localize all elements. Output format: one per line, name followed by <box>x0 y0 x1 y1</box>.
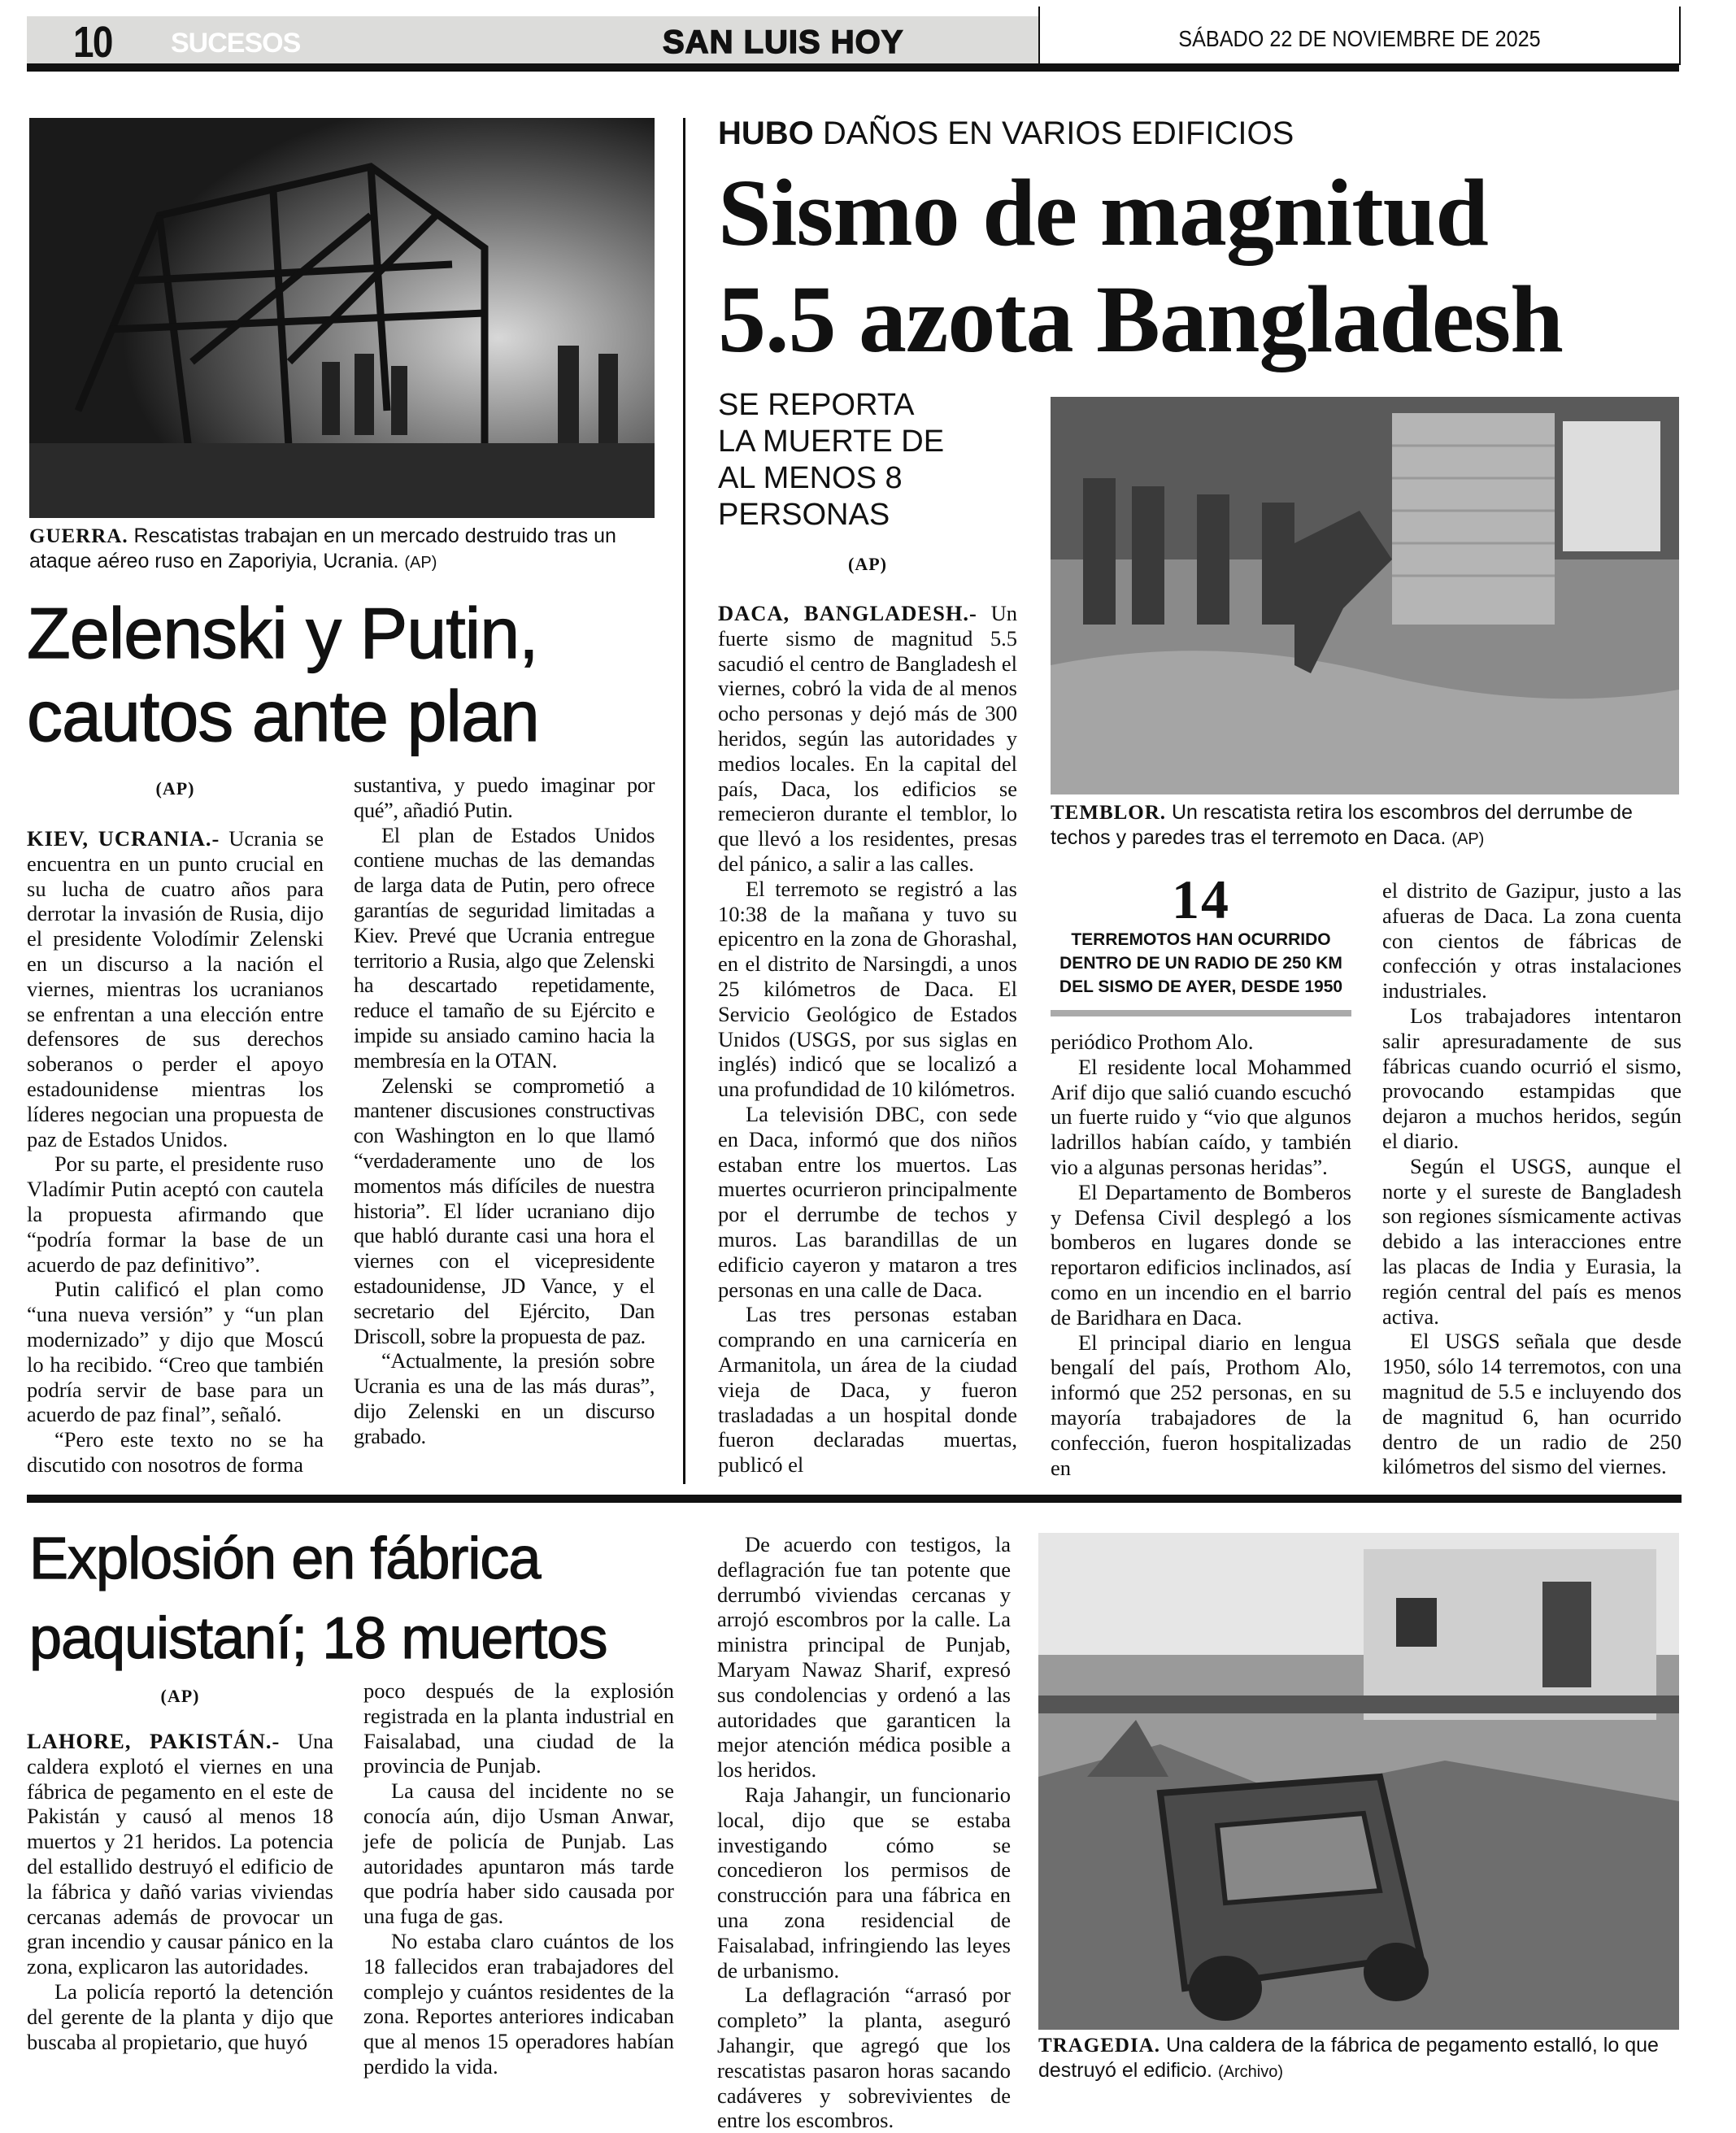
section-name: SUCESOS <box>171 28 301 59</box>
caption-credit: (AP) <box>404 554 437 572</box>
news-agency-credit: (AP) <box>848 554 887 574</box>
article-column <box>27 826 324 1478</box>
caption-label: TEMBLOR. <box>1051 802 1167 824</box>
paragraph: Por su parte, el presidente ruso Vladímir Putin aceptó con cautela la propuesta afirmando que “podría formar la base de un acuerdo de paz definitivo”. <box>27 1151 324 1277</box>
caption-credit: (Archivo) <box>1217 2063 1283 2081</box>
stat-line: DENTRO DE UN RADIO DE 250 KM <box>1059 954 1342 973</box>
paragraph: Según el USGS, aunque el norte y el sureste de Bangladesh son regiones sísmicamente activas debido a las interacciones entre las placas de India y Eurasia, la región central del país es menos activa. <box>1382 1153 1682 1329</box>
header-rule <box>27 63 1679 72</box>
paragraph: El terremoto se registró a las 10:38 de la mañana y tuvo su epicentro en la zona de Ghorashal, en el distrito de Narsingdi, a unos 25 kilómetros de Daca. El Servicio Geológico de Estados Unidos (USGS, por sus siglas en inglés) indicó que se localizó a una profundidad de 10 kilómetros. <box>718 876 1017 1102</box>
paragraph: el distrito de Gazipur, justo a las afueras de Daca. La zona cuenta con cientos de fábricas de confección y otras instalaciones industriales. <box>1382 878 1682 1003</box>
paragraph: Las tres personas estaban comprando en una carnicería en Armanitola, un área de la ciudad vieja de Daca, y fueron trasladadas a un hospital donde fueron declaradas muertas, publicó el <box>718 1302 1017 1478</box>
article-column <box>1051 1029 1351 1480</box>
kicker-bold: HUBO <box>718 115 814 151</box>
news-agency-credit: (AP) <box>160 1686 200 1706</box>
article-column <box>718 601 1017 1478</box>
paragraph: La causa del incidente no se conocía aún, dijo Usman Anwar, jefe de policía de Punjab. Las autoridades apuntaron más tarde que podría haber sido causada por una fuga de gas. <box>363 1778 674 1929</box>
headline-line: Sismo de magnitud <box>718 159 1488 266</box>
paragraph: Los trabajadores intentaron salir apresuradamente de sus fábricas cuando ocurrió el sismo, provocando estampidas que dejaron a muchos heridos, según el diario. <box>1382 1003 1682 1153</box>
subhead-line: AL MENOS 8 <box>718 461 903 495</box>
paragraph: El plan de Estados Unidos contiene muchas de las demandas de larga data de Putin, pero ofrece garantías de seguridad limitadas a Kiev. Prevé que Ucrania entregue territorio a Rusia, algo que Zelenski ha descartado repetidamente, reduce el tamaño de su Ejército e impide su ansiado camino hacia la membresía en la OTAN. <box>354 822 655 1073</box>
caption-label: TRAGEDIA. <box>1038 2035 1160 2057</box>
caption-text: Un rescatista retira los escombros del derrumbe de techos y paredes tras el terremoto en Daca. <box>1051 801 1633 849</box>
article-column <box>354 773 655 1449</box>
article-column <box>1382 878 1682 1479</box>
caption-credit: (AP) <box>1451 830 1485 848</box>
headline-line: Explosión en fábrica <box>29 1526 541 1591</box>
paragraph: poco después de la explosión registrada en la planta industrial en Faisalabad, una ciudad de la provincia de Punjab. <box>363 1678 674 1778</box>
paragraph: El residente local Mohammed Arif dijo que salió cuando escuchó un fuerte ruido y “vio que algunos ladrillos habían caído, y también vio a algunas personas heridas”. <box>1051 1054 1351 1179</box>
page-number: 10 <box>73 18 112 67</box>
stat-number: 14 <box>1172 868 1230 930</box>
dateline: KIEV, UCRANIA.- <box>27 826 220 851</box>
kicker-text: DAÑOS EN VARIOS EDIFICIOS <box>822 115 1294 151</box>
section-rule <box>27 1495 1682 1503</box>
subhead-line: LA MUERTE DE <box>718 424 945 459</box>
kicker <box>718 111 1294 156</box>
paragraph: La televisión DBC, con sede en Daca, informó que dos niños estaban entre los muertos. Las muertes ocurrieron principalmente por el derrumbe de techos y muros. Las barandillas de un edificio cayeron y mataron a tres personas en una calle de Daca. <box>718 1101 1017 1302</box>
newspaper-name: SAN LUIS HOY <box>663 24 904 60</box>
stat-box <box>1051 868 1351 1016</box>
dateline: DACA, BANGLADESH.- <box>718 601 977 625</box>
paragraph: sustantiva, y puedo imaginar por qué”, añadió Putin. <box>354 773 655 822</box>
paragraph: Zelenski se comprometió a mantener discusiones constructivas con Washington en lo que llamó “verdaderamente uno de los momentos más difíciles de nuestra historia”. El líder ucraniano dijo que habló durante casi una hora el viernes con el vicepresidente estadounidense, JD Vance, y el secretario del Ejército, Dan Driscoll, sobre la propuesta de paz. <box>354 1073 655 1348</box>
paragraph: Putin calificó el plan como “una nueva versión” y “un plan modernizado” y dijo que Moscú lo ha recibido. “Creo que también podría servir de base para un acuerdo de paz final”, señaló. <box>27 1277 324 1427</box>
stat-divider <box>1051 1010 1351 1016</box>
headline <box>29 1519 696 1678</box>
photo-caption <box>1051 800 1693 852</box>
headline <box>27 592 677 758</box>
war-rescue-photo-icon <box>29 118 655 518</box>
headline <box>718 159 1694 372</box>
caption-text: Rescatistas trabajan en un mercado destruido tras un ataque aéreo ruso en Zaporiyia, Ucrania. <box>29 525 616 572</box>
paragraph <box>27 1729 333 1979</box>
issue-date: SÁBADO 22 DE NOVIEMBRE DE 2025 <box>1178 26 1541 51</box>
headline-line: cautos ante plan <box>27 676 539 756</box>
stat-text <box>1051 928 1351 999</box>
headline-line: Zelenski y Putin, <box>27 593 538 673</box>
headline-line: 5.5 azota Bangladesh <box>718 266 1563 372</box>
factory-explosion-photo-icon <box>1038 1533 1679 2030</box>
paragraph <box>718 601 1017 877</box>
stat-line: DEL SISMO DE AYER, DESDE 1950 <box>1059 977 1343 996</box>
caption-label: GUERRA. <box>29 525 128 547</box>
article-column <box>27 1729 333 2054</box>
photo-caption <box>1038 2033 1689 2085</box>
paragraph: El Departamento de Bomberos y Defensa Civil desplegó a los bomberos en lugares donde se reportaron edificios inclinados, así como en un incendio en el barrio de Baridhara en Daca. <box>1051 1179 1351 1330</box>
subhead-line: PERSONAS <box>718 498 890 532</box>
stat-line: TERREMOTOS HAN OCURRIDO <box>1071 930 1331 949</box>
dateline: LAHORE, PAKISTÁN.- <box>27 1729 281 1753</box>
paragraph-text: Un fuerte sismo de magnitud 5.5 sacudió el centro de Bangladesh el viernes, cobró la vida de al menos ocho personas y dejó más de 300 heridos, según las autoridades y medios locales. En la capital del país, Daca, los edificios se remecieron durante el temblor, lo que llevó a los residentes, presas del pánico, a salir a las calles. <box>718 601 1017 876</box>
paragraph <box>27 826 324 1151</box>
paragraph: Raja Jahangir, un funcionario local, dijo que se estaba investigando cómo se concedieron los permisos de construcción para una fábrica en una zona residencial de Faisalabad, infringiendo las leyes de urbanismo. <box>717 1782 1011 1983</box>
paragraph-text: Una caldera explotó el viernes en una fábrica de pegamento en el este de Pakistán y causó al menos 18 muertos y 21 heridos. La potencia del estallido destruyó el edificio de la fábrica y dañó varias viviendas cercanas además de provocar un gran incendio y causar pánico en la zona, explicaron las autoridades. <box>27 1729 333 1979</box>
paragraph: De acuerdo con testigos, la deflagración fue tan potente que derrumbó viviendas cercanas y arrojó escombros por la calle. La ministra principal de Punjab, Maryam Nawaz Sharif, expresó sus condolencias y ordenó a las autoridades que garanticen la mejor atención médica posible a los heridos. <box>717 1532 1011 1783</box>
paragraph: “Pero este texto no se ha discutido con nosotros de forma <box>27 1427 324 1477</box>
caption-text: Una caldera de la fábrica de pegamento estalló, lo que destruyó el edificio. <box>1038 2034 1659 2082</box>
paragraph: No estaba claro cuántos de los 18 fallecidos eran trabajadores del complejo y cuántos residentes de la zona. Reportes anteriores indicaban que al menos 15 operadores habían perdido la vida. <box>363 1928 674 2079</box>
news-agency-credit: (AP) <box>155 778 195 799</box>
headline-line: paquistaní; 18 muertos <box>29 1606 607 1671</box>
subhead-line: SE REPORTA <box>718 388 915 422</box>
paragraph: El principal diario en lengua bengalí del país, Prothom Alo, informó que 252 personas, en su mayoría trabajadores de la confección, fueron hospitalizadas en <box>1051 1330 1351 1480</box>
paragraph: El USGS señala que desde 1950, sólo 14 terremotos, con una magnitud de 5.5 e incluyendo dos de magnitud 6, han ocurrido dentro de un radio de 250 kilómetros del sismo del viernes. <box>1382 1329 1682 1479</box>
column-divider <box>683 118 685 1484</box>
paragraph: La deflagración “arrasó por completo” la planta, aseguró Jahangir, que agregó que los rescatistas pasaron horas sacando cadáveres y sobrevivientes de entre los escombros. <box>717 1983 1011 2133</box>
paragraph-text: Ucrania se encuentra en un punto crucial en su lucha de cuatro años para derrotar la invasión de Rusia, dijo el presidente Volodímir Zelenski en un discurso a la nación el viernes, mientras los ucranianos se enfrentan a una elección entre defensores de sus derechos soberanos o perder el apoyo estadounidense mientras los líderes negocian una propuesta de paz de Estados Unidos. <box>27 826 324 1151</box>
subhead <box>718 387 944 533</box>
paragraph: “Actualmente, la presión sobre Ucrania es una de las más duras”, dijo Zelenski en un discurso grabado. <box>354 1348 655 1448</box>
earthquake-rescue-photo-icon <box>1051 397 1679 794</box>
photo-caption <box>29 524 672 576</box>
article-column <box>717 1532 1011 2133</box>
paragraph: periódico Prothom Alo. <box>1051 1029 1254 1054</box>
article-column <box>363 1678 674 2079</box>
paragraph: La policía reportó la detención del gerente de la planta y dijo que buscaba al propietario, que huyó <box>27 1978 333 2054</box>
